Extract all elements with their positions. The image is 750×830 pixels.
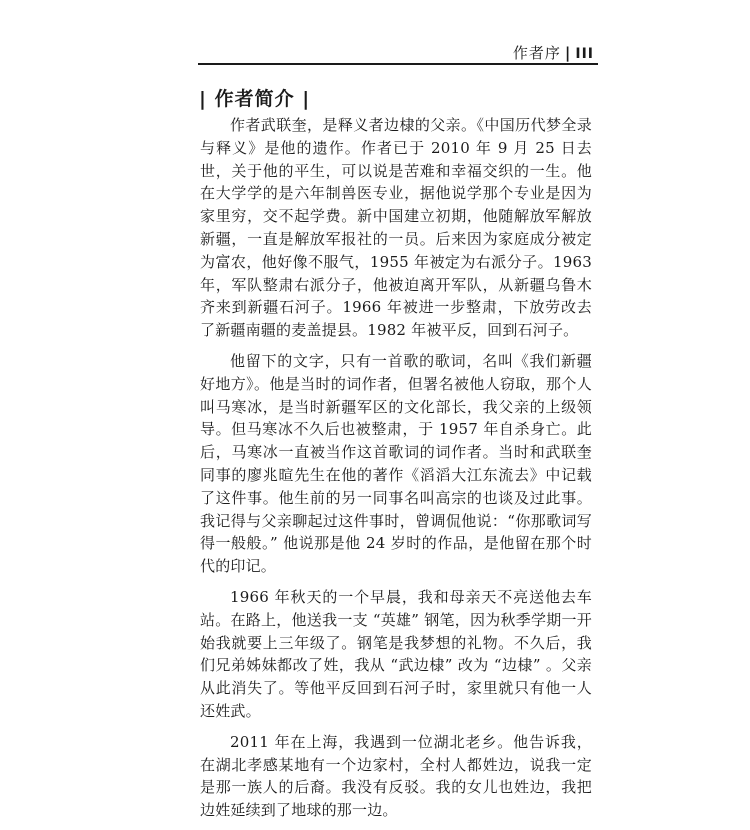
body-text [200,114,592,830]
paragraph: 1966 年秋天的一个早晨，我和母亲天不亮送他去车站。在路上，他送我一支 “英雄” 钢笔，因为秋季学期一开始我就要上三年级了。钢笔是我梦想的礼物。不久后，我们兄弟姊妹都改了姓，我从 “武边棣” 改为 “边棣” 。父亲从此消失了。等他平反回到石河子时，家里就只有他一人还姓武。 [200,587,592,720]
header-rule [198,63,598,65]
heading-bar-left: | [199,88,207,110]
section-title: 作者简介 [214,88,295,110]
heading-bar-right: | [302,88,311,110]
running-header [198,40,598,64]
page-number: III [575,46,594,62]
paragraph: 作者武联奎，是释义者边棣的父亲。《中国历代梦全录与释义》是他的遗作。作者已于 2010 年 9 月 25 日去世，关于他的平生，可以说是苦难和幸福交织的一生。他在大学学的是六年制兽医专业，据他说学那个专业是因为家里穷，交不起学费。新中国建立初期，他随解放军解放新疆，一直是解放军报社的一员。后来因为家庭成分被定为富农，他好像不服气，1955 年被定为右派分子。1963 年，军队整肃右派分子，他被迫离开军队，从新疆乌鲁木齐来到新疆石河子。1966 年被进一步整肃，下放劳改去了新疆南疆的麦盖提县。1982 年被平反，回到石河子。 [200,116,592,340]
section-heading [199,84,310,111]
paragraph: 2011 年在上海，我遇到一位湖北老乡。他告诉我，在湖北孝感某地有一个边家村，全村人都姓边，说我一定是那一族人的后裔。我没有反驳。我的女儿也姓边，我把边姓延续到了地球的那一边。 [200,732,592,820]
header-right [513,42,594,63]
running-title: 作者序 [512,44,561,62]
header-separator: | [564,44,572,62]
paragraph: 他留下的文字，只有一首歌的歌词，名叫《我们新疆好地方》。他是当时的词作者，但署名被他人窃取，那个人叫马寒冰，是当时新疆军区的文化部长，我父亲的上级领导。但马寒冰不久后也被整肃，于 1957 年自杀身亡。此后，马寒冰一直被当作这首歌词的词作者。当时和武联奎同事的廖兆暄先生在他的著作《滔滔大江东流去》中记载了这件事。他生前的另一同事名叫高宗的也谈及过此事。我记得与父亲聊起过这件事时，曾调侃他说：“你那歌词写得一般般。” 他说那是他 24 岁时的作品，是他留在那个时代的印记。 [200,351,592,576]
